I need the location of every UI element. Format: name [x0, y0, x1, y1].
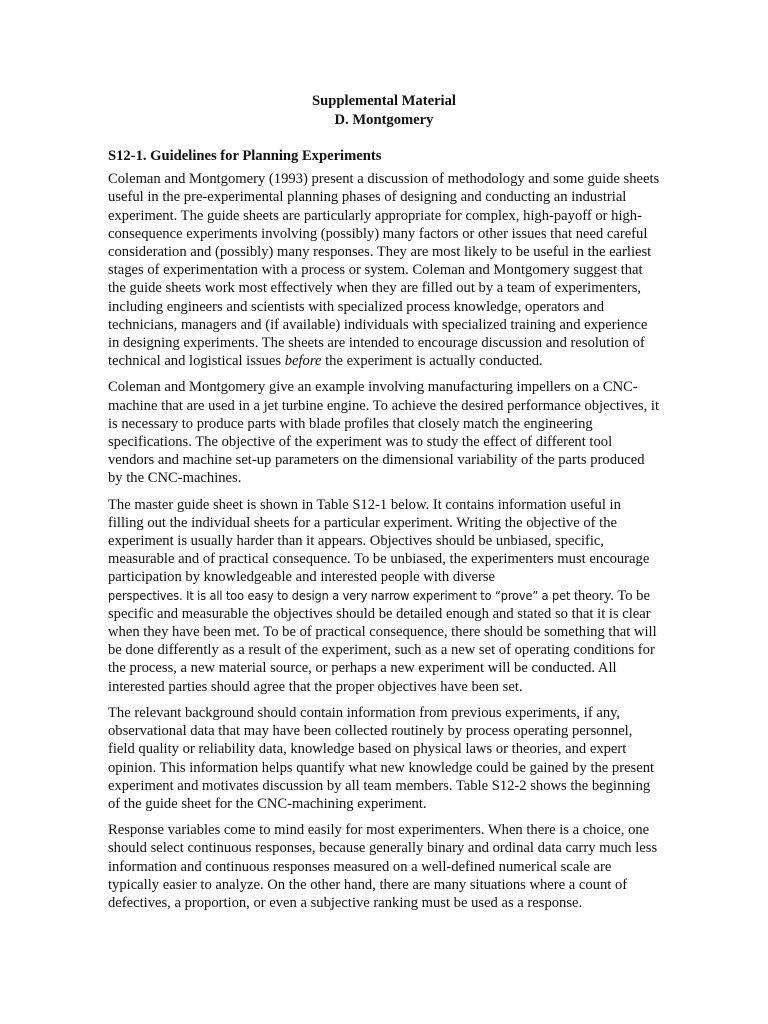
paragraph-1-text-a: Coleman and Montgomery (1993) present a discussion of methodology and some guide sheets useful in the pre-experimental planning phases of designing and conducting an industrial experiment. The guide sheets are particularly appropriate for complex, high-payoff or high-consequence experiments involving (possibly) many factors or other issues that need careful consideration and (possibly) many responses. They are most likely to be useful in the earliest stages of experimentation with a process or system. Coleman and Montgomery suggest that the guide sheets work most effectively when they are filled out by a team of experimenters, including engineers and scientists with specialized process knowledge, operators and technicians, managers and (if available) individuals with specialized training and experience in designing experiments. The sheets are intended to encourage discussion and resolution of technical and logistical issues — [108, 171, 660, 370]
paragraph-4: The relevant background should contain information from previous experiments, if any, observational data that may have been collected routinely by process operating personnel, field quality or reliability data, knowledge based on physical laws or theories, and expert opinion. This information helps quantify what new knowledge could be gained by the present experiment and motivates discussion by all team members. Table S12-2 shows the beginning of the guide sheet for the CNC-machining experiment. — [108, 704, 655, 812]
document-page — [108, 88, 660, 920]
document-author: D. Montgomery — [334, 111, 434, 128]
paragraph-3-text-a: The master guide sheet is shown in Table S12-1 below. It contains information useful in filling out the individual sheets for a particular experiment. Writing the objective of the experiment is usually harder than it appears. Objectives should be unbiased, specific, measurable and of practical consequence. To be unbiased, the experimenters must encourage participation by knowledgeable and interested people with diverse — [108, 496, 650, 586]
paragraph-1-italic: before — [284, 353, 322, 370]
paragraph-1 — [108, 170, 660, 370]
paragraph-3 — [108, 496, 660, 696]
section-heading: S12-1. Guidelines for Planning Experiments — [108, 148, 382, 164]
paragraph-1-text-b: the experiment is actually conducted. — [321, 353, 543, 370]
document-title-block — [108, 92, 660, 129]
paragraph-3-sans-text: perspectives. It is all too easy to design a very narrow experiment to “prove” a pet — [108, 587, 571, 603]
document-title: Supplemental Material — [312, 93, 456, 109]
paragraph-3-text-b: theory. To be specific and measurable the objectives should be detailed enough and stated so that it is clear when they have been met. To be of practical consequence, there should be something that will be done differently as a result of the experiment, such as a new set of operating conditions for the process, a new material source, or perhaps a new experiment will be conducted. All interested parties should agree that the proper objectives have been set. — [108, 587, 657, 695]
paragraph-2: Coleman and Montgomery give an example involving manufacturing impellers on a CNC-machine that are used in a jet turbine engine. To achieve the desired performance objectives, it is necessary to produce parts with blade profiles that closely match the engineering specifications. The objective of the experiment was to study the effect of different tool vendors and machine set-up parameters on the dimensional variability of the parts produced by the CNC-machines. — [108, 379, 660, 487]
paragraph-5: Response variables come to mind easily for most experimenters. When there is a choice, one should select continuous responses, because generally binary and ordinal data carry much less information and continuous responses measured on a well-defined numerical scale are typically easier to analyze. On the other hand, there are many situations where a count of defectives, a proportion, or even a subjective ranking must be used as a response. — [108, 822, 658, 911]
